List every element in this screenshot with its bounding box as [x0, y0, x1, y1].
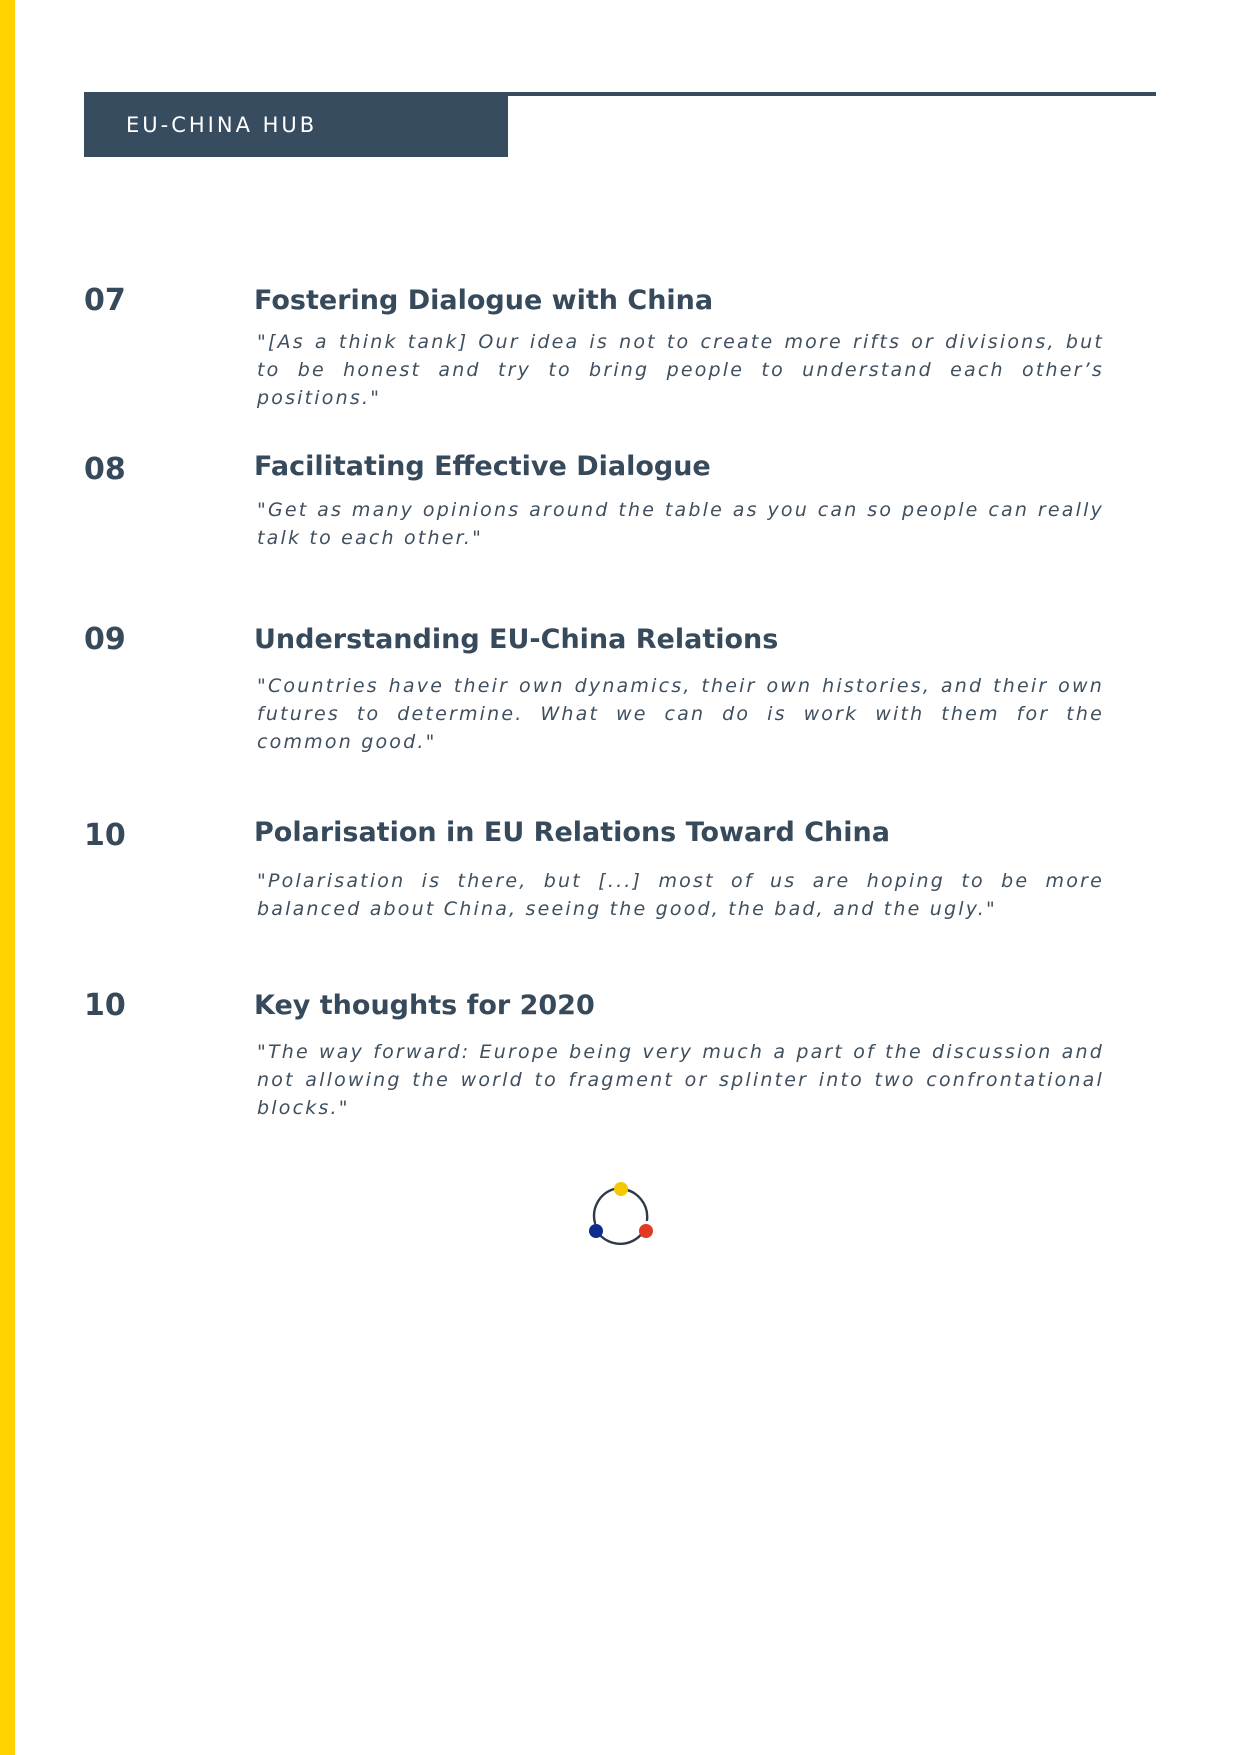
entry-page-number: 07 — [84, 283, 126, 318]
three-dot-circle-logo-icon — [580, 1176, 660, 1256]
header-banner — [84, 92, 508, 157]
header-label: EU-CHINA HUB — [126, 112, 318, 137]
logo-yellow-dot — [614, 1182, 628, 1196]
entry-title: Understanding EU-China Relations — [254, 624, 779, 655]
logo-blue-dot — [589, 1224, 603, 1238]
entry-title: Facilitating Effective Dialogue — [254, 451, 711, 482]
entry-quote: "Countries have their own dynamics, their own histories, and their own futures to determine. What we can do is work with them for the common good." — [257, 675, 1104, 753]
entry-title: Polarisation in EU Relations Toward China — [254, 817, 890, 848]
entry-page-number: 10 — [84, 818, 126, 853]
entry-quote: "Polarisation is there, but [...] most of us are hoping to be more balanced about China, seeing the good, the bad, and the ugly." — [257, 870, 1104, 920]
entry-quote: "[As a think tank] Our idea is not to create more rifts or divisions, but to be honest and try to bring people to understand each other’s positions." — [257, 331, 1104, 409]
entry-title: Key thoughts for 2020 — [254, 990, 595, 1021]
entry-quote: "The way forward: Europe being very much a part of the discussion and not allowing the world to fragment or splinter into two confrontational blocks." — [257, 1041, 1104, 1119]
entry-quote: "Get as many opinions around the table as you can so people can really talk to each other." — [257, 499, 1104, 549]
entry-title: Fostering Dialogue with China — [254, 285, 714, 316]
entry-page-number: 08 — [84, 452, 126, 487]
left-accent-bar — [0, 0, 15, 1755]
logo-red-dot — [639, 1224, 653, 1238]
entry-page-number: 09 — [84, 622, 126, 657]
entry-page-number: 10 — [84, 988, 126, 1023]
